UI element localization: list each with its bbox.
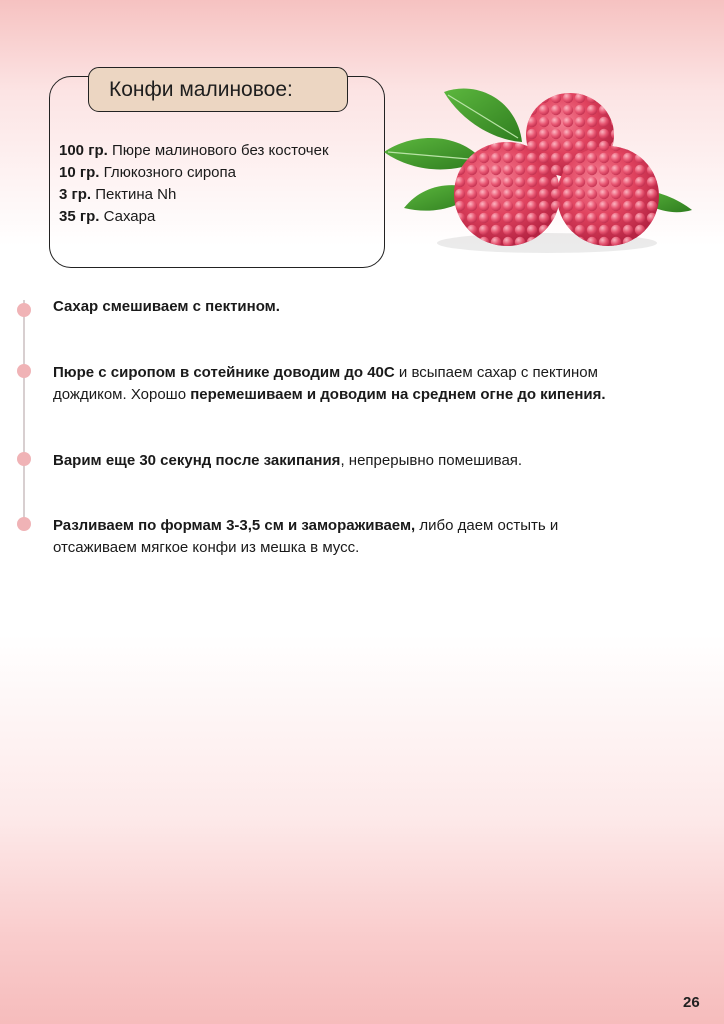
ingredient-amount: 3 гр.	[59, 186, 92, 203]
ingredient-amount: 10 гр.	[59, 164, 100, 181]
recipe-title: Конфи малиновое:	[88, 67, 348, 112]
ingredient-name: Пюре малинового без косточек	[107, 142, 329, 159]
step-2	[53, 362, 673, 406]
step-bold-text: Разливаем по формам 3-3,5 см и замораживаем,	[53, 517, 416, 534]
timeline-dot	[17, 517, 31, 531]
raspberry-left	[454, 142, 560, 246]
ingredient-item	[59, 140, 389, 162]
step-text: и всыпаем сахар с пектином дождиком. Хорошо	[53, 364, 598, 403]
timeline-dot	[17, 452, 31, 466]
leaf-top	[444, 89, 522, 142]
ingredient-name: Глюкозного сиропа	[99, 164, 236, 181]
step-bold-text: Варим еще 30 секунд после закипания	[53, 452, 341, 469]
raspberry-right	[557, 146, 659, 246]
step-4	[53, 515, 613, 559]
raspberry-illustration	[382, 80, 694, 260]
ingredient-list	[59, 140, 389, 228]
ingredient-name: Сахара	[99, 208, 156, 225]
step-text: либо даем остыть и отсаживаем мягкое конфи из мешка в мусс.	[53, 517, 559, 556]
timeline-line	[23, 300, 25, 530]
step-text: , непрерывно помешивая.	[340, 452, 523, 469]
ingredient-amount: 100 гр.	[59, 142, 108, 159]
timeline-dot	[17, 364, 31, 378]
step-bold-text: Сахар смешиваем с пектином.	[53, 298, 280, 315]
timeline-dot	[17, 303, 31, 317]
ingredient-item	[59, 184, 389, 206]
step-bold-text: перемешиваем и доводим на среднем огне до кипения.	[190, 386, 606, 403]
step-bold-text: Пюре с сиропом в сотейнике доводим до 40С	[53, 364, 395, 381]
ingredient-item	[59, 162, 389, 184]
ingredient-item	[59, 206, 389, 228]
ingredient-amount: 35 гр.	[59, 208, 100, 225]
step-3	[53, 450, 693, 472]
ingredient-name: Пектина Nh	[91, 186, 177, 203]
step-1	[53, 296, 693, 318]
page-number: 26	[683, 994, 700, 1011]
